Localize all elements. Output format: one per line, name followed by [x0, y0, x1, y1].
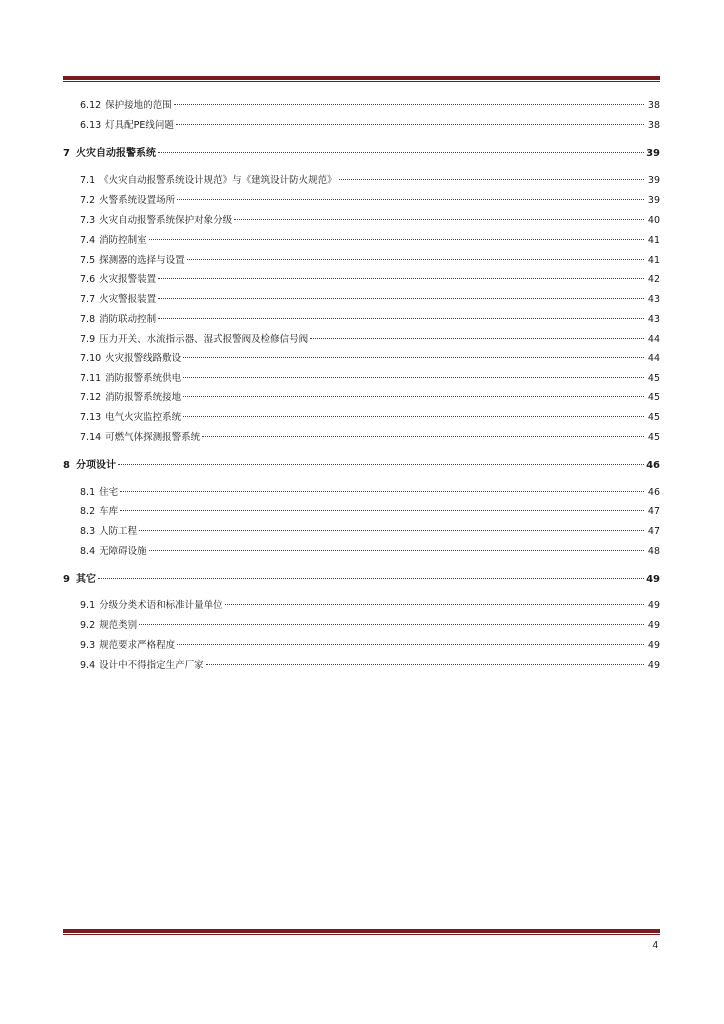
- toc-chapter-page: 39: [646, 148, 660, 159]
- toc-dot-leader: [149, 239, 644, 240]
- toc-entry-number: 8.4: [80, 546, 96, 557]
- toc-entry-page: 38: [647, 120, 660, 131]
- toc-dot-leader: [234, 219, 644, 220]
- toc-dot-leader: [158, 298, 644, 299]
- toc-entry-number: 7.8: [80, 314, 96, 325]
- toc-entry-page: 41: [647, 235, 660, 246]
- toc-entry[interactable]: [63, 253, 660, 269]
- toc-entry-number: 6.13: [80, 120, 102, 131]
- toc-entry-page: 44: [647, 334, 660, 345]
- toc-entry-title: 电气火灾监控系统: [105, 412, 182, 423]
- toc-entry-page: 39: [647, 175, 660, 186]
- toc-dot-leader: [183, 396, 644, 397]
- toc-entry[interactable]: [63, 351, 660, 367]
- toc-entry-title: 消防联动控制: [99, 314, 157, 325]
- toc-entry[interactable]: [63, 658, 660, 674]
- toc-dot-leader: [225, 604, 644, 605]
- toc-entry-title: 无障碍设施: [99, 546, 147, 557]
- toc-entry-number: 8.3: [80, 526, 96, 537]
- toc-entry[interactable]: [63, 173, 660, 189]
- toc-entry[interactable]: [63, 292, 660, 308]
- toc-entry-title: 规范要求严格程度: [99, 640, 176, 651]
- toc-entry[interactable]: [63, 504, 660, 520]
- toc-entry-number: 8.1: [80, 487, 96, 498]
- toc-chapter[interactable]: [63, 572, 660, 588]
- toc-chapter-title: 火灾自动报警系统: [75, 148, 156, 159]
- toc-dot-leader: [177, 644, 644, 645]
- toc-entry-number: 9.2: [80, 620, 96, 631]
- toc-entry-number: 7.1: [80, 175, 96, 186]
- toc-dot-leader: [176, 124, 644, 125]
- toc-entry-title: 人防工程: [99, 526, 138, 537]
- toc-entry-title: 火警系统设置场所: [99, 195, 176, 206]
- toc-dot-leader: [339, 179, 644, 180]
- toc-dot-leader: [177, 199, 644, 200]
- toc-entry[interactable]: [63, 524, 660, 540]
- toc-entry-title: 火灾报警线路敷设: [105, 353, 182, 364]
- toc-entry-number: 7.10: [80, 353, 102, 364]
- toc-entry-number: 7.6: [80, 274, 96, 285]
- toc-entry-number: 7.2: [80, 195, 96, 206]
- toc-dot-leader: [118, 464, 644, 465]
- toc-entry-page: 47: [647, 526, 660, 537]
- toc-entry-number: 6.12: [80, 100, 102, 111]
- toc-chapter-page: 46: [646, 460, 660, 471]
- toc-entry-number: 7.12: [80, 392, 102, 403]
- toc-entry-page: 47: [647, 506, 660, 517]
- toc-entry-title: 灯具配PE线问题: [105, 120, 174, 131]
- toc-entry-title: 《火灾自动报警系统设计规范》与《建筑设计防火规范》: [99, 175, 337, 186]
- toc-entry[interactable]: [63, 98, 660, 114]
- toc-entry[interactable]: [63, 118, 660, 134]
- toc-entry-page: 45: [647, 373, 660, 384]
- toc-entry[interactable]: [63, 213, 660, 229]
- toc-entry-title: 消防报警系统供电: [105, 373, 182, 384]
- toc-chapter-number: 8: [63, 460, 70, 471]
- header-rule: [63, 76, 660, 82]
- toc-entry-number: 9.4: [80, 660, 96, 671]
- toc-dot-leader: [139, 530, 644, 531]
- toc-entry[interactable]: [63, 332, 660, 348]
- toc-entry-title: 保护接地的范围: [105, 100, 172, 111]
- page-number: 4: [652, 940, 658, 951]
- toc-chapter-number: 9: [63, 574, 70, 585]
- toc-entry-page: 41: [647, 255, 660, 266]
- toc-entry-number: 9.3: [80, 640, 96, 651]
- toc-entry-title: 住宅: [99, 487, 119, 498]
- toc-entry[interactable]: [63, 233, 660, 249]
- toc-entry-number: 7.4: [80, 235, 96, 246]
- toc-entry-title: 车库: [99, 506, 119, 517]
- toc-entry-number: 7.3: [80, 215, 96, 226]
- toc-dot-leader: [158, 278, 644, 279]
- toc-chapter[interactable]: [63, 458, 660, 474]
- toc-chapter-title: 其它: [75, 574, 96, 585]
- toc-dot-leader: [310, 338, 644, 339]
- toc-chapter-number: 7: [63, 148, 70, 159]
- toc-dot-leader: [120, 510, 644, 511]
- toc-entry[interactable]: [63, 390, 660, 406]
- toc-dot-leader: [149, 550, 644, 551]
- toc-entry-number: 7.14: [80, 432, 102, 443]
- toc-entry-number: 8.2: [80, 506, 96, 517]
- toc-entry[interactable]: [63, 312, 660, 328]
- toc-dot-leader: [183, 377, 644, 378]
- footer-rule: [63, 929, 660, 935]
- toc-entry-title: 分级分类术语和标准计量单位: [99, 600, 223, 611]
- toc-entry-title: 火灾警报装置: [99, 294, 157, 305]
- toc-chapter-page: 49: [646, 574, 660, 585]
- toc-dot-leader: [120, 491, 644, 492]
- toc-entry[interactable]: [63, 272, 660, 288]
- toc-entry-page: 39: [647, 195, 660, 206]
- toc-entry-title: 设计中不得指定生产厂家: [99, 660, 204, 671]
- toc-entry-page: 40: [647, 215, 660, 226]
- toc-dot-leader: [206, 664, 644, 665]
- toc-entry[interactable]: [63, 544, 660, 560]
- toc-entry-title: 消防报警系统接地: [105, 392, 182, 403]
- toc-dot-leader: [183, 357, 644, 358]
- toc-entry-number: 7.13: [80, 412, 102, 423]
- toc-entry-page: 46: [647, 487, 660, 498]
- toc-entry-title: 压力开关、水流指示器、湿式报警阀及检修信号阀: [99, 334, 309, 345]
- toc-entry-title: 消防控制室: [99, 235, 147, 246]
- toc-entry-page: 43: [647, 314, 660, 325]
- toc-entry-page: 49: [647, 640, 660, 651]
- toc-entry-title: 可燃气体探测报警系统: [105, 432, 201, 443]
- toc-entry[interactable]: [63, 430, 660, 446]
- toc-dot-leader: [98, 578, 644, 579]
- toc-dot-leader: [202, 436, 644, 437]
- toc-entry-number: 9.1: [80, 600, 96, 611]
- toc-entry-page: 38: [647, 100, 660, 111]
- toc-entry-title: 规范类别: [99, 620, 138, 631]
- toc-entry[interactable]: [63, 638, 660, 654]
- toc-entry-page: 45: [647, 392, 660, 403]
- toc-dot-leader: [187, 259, 644, 260]
- toc-entry-page: 49: [647, 620, 660, 631]
- toc-entry-page: 44: [647, 353, 660, 364]
- toc-chapter[interactable]: [63, 146, 660, 162]
- toc-dot-leader: [183, 416, 644, 417]
- toc-entry-number: 7.5: [80, 255, 96, 266]
- toc-entry[interactable]: [63, 598, 660, 614]
- toc-entry[interactable]: [63, 485, 660, 501]
- toc-entry[interactable]: [63, 193, 660, 209]
- toc-chapter-title: 分项设计: [75, 460, 116, 471]
- toc-dot-leader: [174, 104, 644, 105]
- toc-entry-title: 火灾报警装置: [99, 274, 157, 285]
- toc-dot-leader: [139, 624, 644, 625]
- toc-entry-page: 42: [647, 274, 660, 285]
- toc-entry-page: 43: [647, 294, 660, 305]
- toc-entry-number: 7.11: [80, 373, 102, 384]
- toc-entry[interactable]: [63, 410, 660, 426]
- toc-entry-number: 7.7: [80, 294, 96, 305]
- toc-entry-page: 49: [647, 660, 660, 671]
- toc-entry-page: 45: [647, 412, 660, 423]
- toc-entry-page: 48: [647, 546, 660, 557]
- toc-entry-page: 49: [647, 600, 660, 611]
- toc-entry[interactable]: [63, 618, 660, 634]
- toc-entry-title: 探测器的选择与设置: [99, 255, 185, 266]
- toc-entry-number: 7.9: [80, 334, 96, 345]
- toc-entry-page: 45: [647, 432, 660, 443]
- toc-entry-title: 火灾自动报警系统保护对象分级: [99, 215, 233, 226]
- toc-entry[interactable]: [63, 371, 660, 387]
- toc-dot-leader: [158, 318, 644, 319]
- toc-dot-leader: [158, 152, 644, 153]
